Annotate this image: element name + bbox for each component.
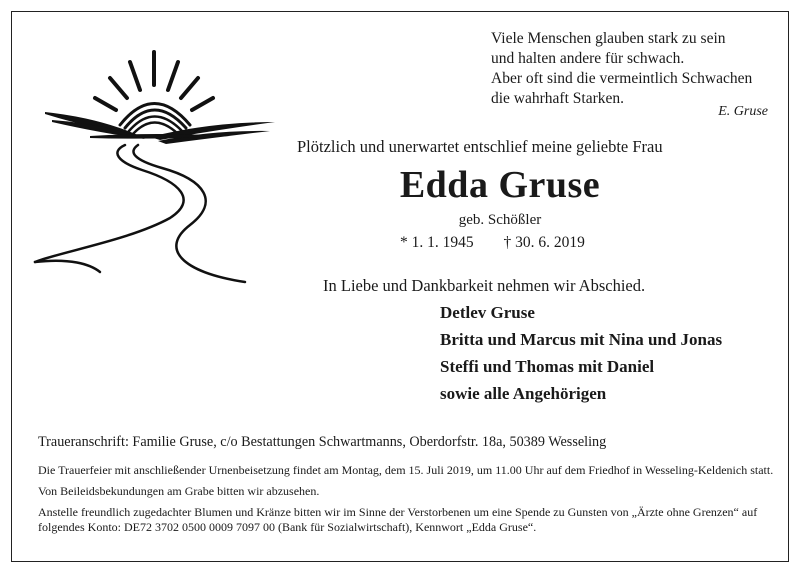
quote-author: E. Gruse: [718, 104, 768, 119]
condolence-note: Von Beileidsbekundungen am Grabe bitten wir abzusehen.: [38, 484, 320, 498]
funeral-notes: [38, 463, 778, 535]
sun-ray: [110, 78, 127, 98]
quote-line: Aber oft sind die vermeintlich Schwachen: [491, 70, 753, 87]
sun-ray: [181, 78, 198, 98]
sunrise-path-illustration: [30, 40, 280, 305]
donation-note: Anstelle freundlich zugedachter Blumen und Kränze bitten wir im Sinne der Verstorbenen um eine Spende zu Gunsten von „Ärzte ohne Grenzen“ auf folgendes Konto: DE72 3702 0500 0009 7097 00 (Bank für Sozialwirtschaft), Kennwort „Edda Gruse“.: [38, 505, 758, 534]
winding-road: [35, 145, 245, 282]
mourner-entry: sowie alle Angehörigen: [440, 384, 607, 403]
sun-ray: [192, 98, 213, 110]
maiden-name: geb. Schößler: [458, 212, 542, 228]
birth-date: * 1. 1. 1945: [400, 234, 474, 251]
mourner-entry: Steffi und Thomas mit Daniel: [440, 357, 655, 376]
memorial-quote: [491, 29, 776, 109]
intro-text: Plötzlich und unerwartet entschlief meine geliebte Frau: [297, 137, 663, 156]
quote-line: Viele Menschen glauben stark zu sein: [491, 30, 726, 47]
sun-arcs: [120, 104, 190, 135]
quote-line: und halten andere für schwach.: [491, 50, 685, 67]
sun-ray: [130, 62, 140, 90]
mourners-list: [440, 299, 722, 407]
sun-ray: [95, 98, 116, 110]
ceremony-note: Die Trauerfeier mit anschließender Urnenbeisetzung findet am Montag, dem 15. Juli 2019, um 11.00 Uhr auf dem Friedhof in Wesseling-Keldenich statt.: [38, 463, 774, 477]
deceased-name: Edda Gruse: [399, 164, 601, 206]
sun-ray: [168, 62, 178, 90]
farewell-text: In Liebe und Dankbarkeit nehmen wir Abschied.: [323, 276, 646, 295]
life-dates: [400, 234, 585, 252]
quote-line: die wahrhaft Starken.: [491, 90, 624, 107]
death-date: † 30. 6. 2019: [503, 234, 585, 251]
mourning-address: Traueranschrift: Familie Gruse, c/o Bestattungen Schwartmanns, Oberdorfstr. 18a, 50389 Wesseling: [38, 434, 607, 450]
mourner-entry: Britta und Marcus mit Nina und Jonas: [440, 330, 723, 349]
mourner-entry: Detlev Gruse: [440, 303, 535, 322]
